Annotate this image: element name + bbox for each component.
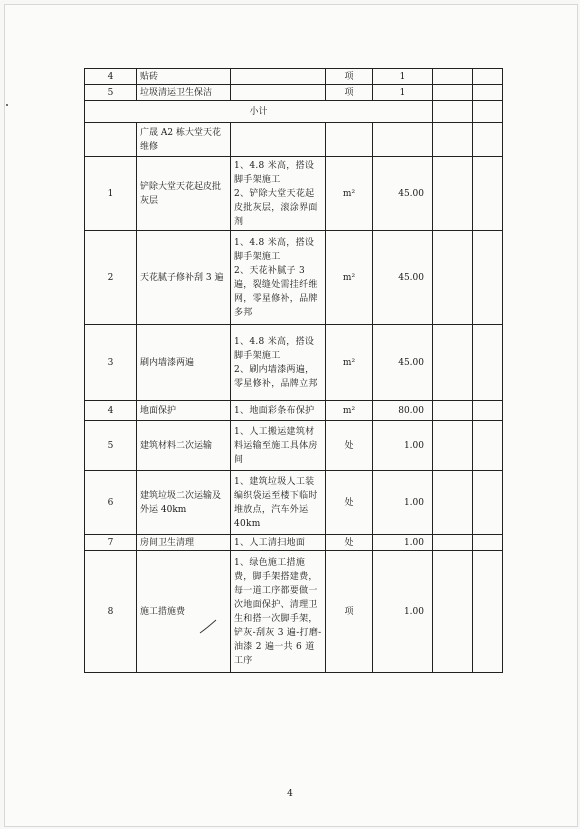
empty-cell [473,421,503,471]
subtotal-row [85,101,503,123]
item-description [231,85,326,101]
item-quantity: 45.00 [373,157,433,231]
item-name: 天花腻子修补刮 3 遍 [137,231,231,325]
item-name: 施工措施费 [137,551,231,673]
table-row [85,535,503,551]
item-name: 地面保护 [137,401,231,421]
table-row [85,231,503,325]
empty-cell [473,157,503,231]
row-number: 5 [85,421,137,471]
item-description: 1、地面彩条布保护 [231,401,326,421]
item-unit: m² [326,157,373,231]
empty-cell [473,85,503,101]
empty-cell [433,471,473,535]
row-number: 4 [85,401,137,421]
item-quantity: 1 [373,85,433,101]
table-row [85,325,503,401]
section-title: 广晟 A2 栋大堂天花维修 [137,123,231,157]
empty-cell [373,123,433,157]
empty-cell [433,123,473,157]
item-name: 建筑材料二次运输 [137,421,231,471]
item-name: 贴砖 [137,69,231,85]
item-description: 1、人工清扫地面 [231,535,326,551]
item-unit: m² [326,325,373,401]
table-row [85,551,503,673]
item-description: 1、人工搬运建筑材料运输至施工具体房间 [231,421,326,471]
item-name: 刷内墙漆两遍 [137,325,231,401]
item-description: 1、4.8 米高，搭设脚手架施工 2、刷内墙漆两遍，零星修补，品牌立邦 [231,325,326,401]
empty-cell [433,551,473,673]
empty-cell [473,535,503,551]
item-description: 1、4.8 米高，搭设脚手架施工 2、天花补腻子 3 遍，裂缝处需挂纤维网，零星修补，品牌多邦 [231,231,326,325]
table-row [85,157,503,231]
item-description: 1、建筑垃圾人工装编织袋运至楼下临时堆放点，汽车外运 40km [231,471,326,535]
section-header-row [85,123,503,157]
empty-cell [473,551,503,673]
item-unit: 项 [326,85,373,101]
page-number: 4 [287,789,293,799]
table-row [85,421,503,471]
item-quantity: 1.00 [373,471,433,535]
item-quantity: 45.00 [373,231,433,325]
item-quantity: 80.00 [373,401,433,421]
empty-cell [326,123,373,157]
empty-cell [473,69,503,85]
empty-cell [433,85,473,101]
item-unit: 处 [326,535,373,551]
item-description: 1、4.8 米高，搭设脚手架施工 2、铲除大堂天花起皮批灰层，滚涂界面剂 [231,157,326,231]
row-number: 2 [85,231,137,325]
item-unit: 处 [326,471,373,535]
item-name: 垃圾清运卫生保洁 [137,85,231,101]
empty-cell [433,69,473,85]
empty-cell [473,231,503,325]
table-row [85,69,503,85]
empty-cell [473,101,503,123]
empty-cell [473,401,503,421]
item-name: 房间卫生清理 [137,535,231,551]
item-unit: 项 [326,551,373,673]
row-number: 3 [85,325,137,401]
table-row [85,471,503,535]
empty-cell [473,123,503,157]
empty-cell [433,231,473,325]
row-number: 8 [85,551,137,673]
empty-cell [433,325,473,401]
scan-speck [6,104,8,106]
item-unit: m² [326,231,373,325]
item-quantity: 1.00 [373,551,433,673]
item-name: 铲除大堂天花起皮批灰层 [137,157,231,231]
empty-cell [433,157,473,231]
row-number: 6 [85,471,137,535]
item-quantity: 1 [373,69,433,85]
empty-cell [473,471,503,535]
item-description [231,69,326,85]
row-number: 1 [85,157,137,231]
empty-cell [473,325,503,401]
bill-of-quantities-table [84,68,503,673]
empty-cell [433,421,473,471]
item-name: 建筑垃圾二次运输及外运 40km [137,471,231,535]
table-row [85,85,503,101]
row-number: 7 [85,535,137,551]
table-row [85,401,503,421]
handwritten-tick-mark [199,619,217,635]
empty-cell [85,123,137,157]
item-quantity: 1.00 [373,421,433,471]
empty-cell [433,101,473,123]
item-quantity: 45.00 [373,325,433,401]
empty-cell [231,123,326,157]
item-quantity: 1.00 [373,535,433,551]
row-number: 5 [85,85,137,101]
subtotal-label: 小计 [85,101,433,123]
item-description: 1、绿色施工措施费，脚手架搭建费，每一道工序都要做一次地面保护、清理卫生和搭一次脚手架，铲灰-刮灰 3 遍-打磨-油漆 2 遍一共 6 道工序 [231,551,326,673]
row-number: 4 [85,69,137,85]
empty-cell [433,535,473,551]
item-unit: 项 [326,69,373,85]
empty-cell [433,401,473,421]
item-unit: 处 [326,421,373,471]
item-unit: m² [326,401,373,421]
